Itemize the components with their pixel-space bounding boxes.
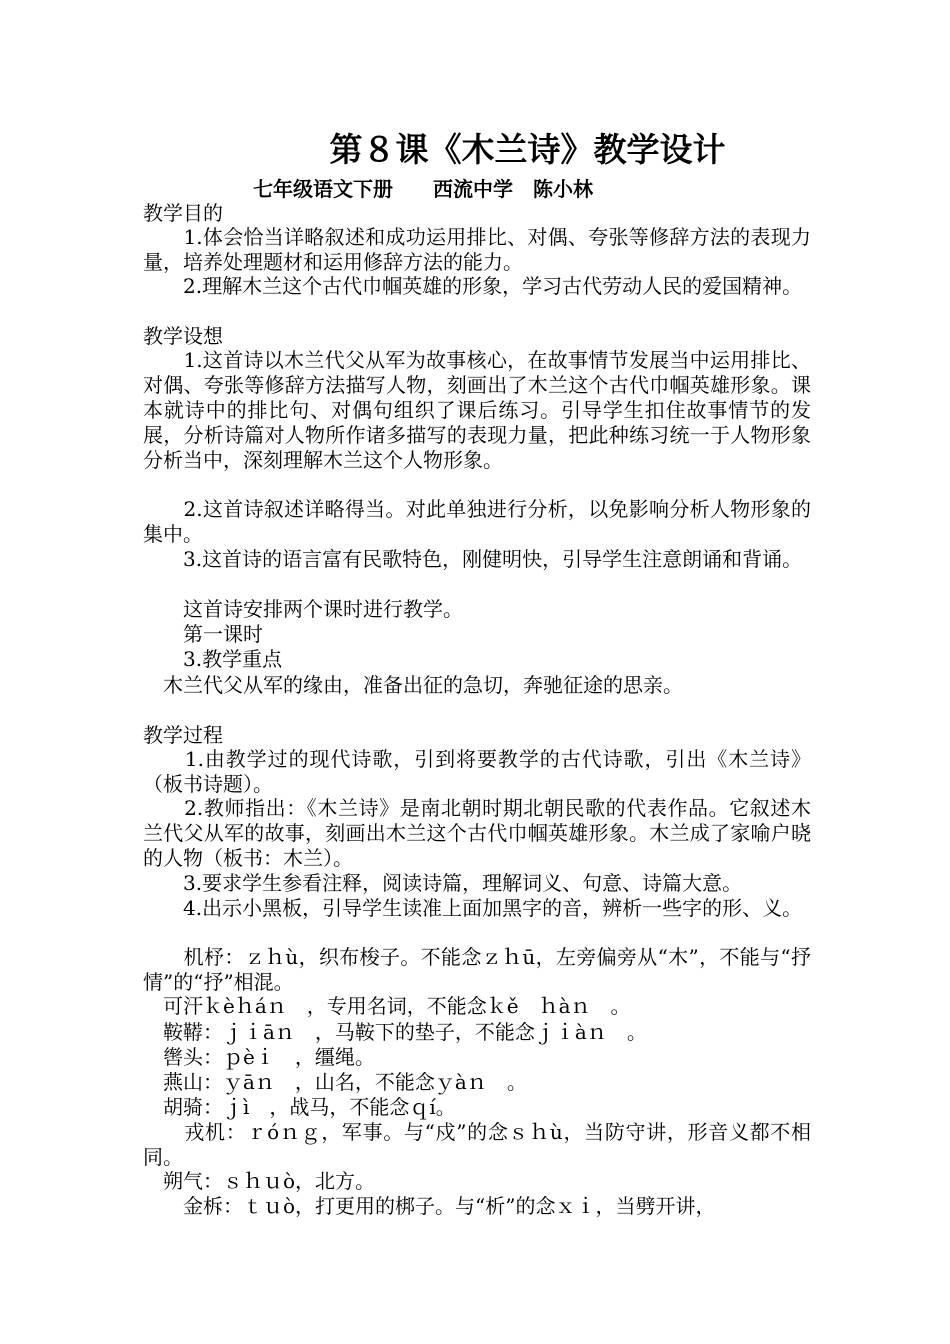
paragraph-process-4: 4.出示小黑板，引导学生读准上面加黑字的音，辨析一些字的形、义。 xyxy=(143,896,803,920)
section-heading-goals: 教学目的 xyxy=(143,201,223,225)
word-item-9: 金柝：ｔｕò，打更用的梆子。与“析”的念ｘｉ，当劈开讲， xyxy=(143,1194,716,1218)
word-item-2: 可汗ｋèｈáｎ ，专用名词，不能念ｋě ｈàｎ 。 xyxy=(143,994,631,1018)
paragraph-design-3: 3.这首诗的语言富有民歌特色，刚健明快，引导学生注意朗诵和背诵。 xyxy=(143,547,803,571)
word-item-7: 戎机：ｒóｎｇ，军事。与“戍”的念ｓｈù，当防守讲，形音义都不相同。 xyxy=(143,1120,811,1169)
word-item-5: 燕山：ｙāｎ ，山名，不能念ｙàｎ 。 xyxy=(143,1070,527,1094)
word-item-3: 鞍鞯：ｊｉāｎ ，马鞍下的垫子，不能念ｊｉàｎ 。 xyxy=(143,1020,647,1044)
paragraph-design-4: 这首诗安排两个课时进行教学。 xyxy=(143,597,463,621)
focus-text: 木兰代父从军的缘由，准备出征的急切，奔驰征途的思亲。 xyxy=(143,673,683,697)
word-item-8: 朔气：ｓｈｕò，北方。 xyxy=(143,1169,376,1193)
word-item-1: 机杼：ｚｈù，织布梭子。不能念ｚｈū，左旁偏旁从“木”，不能与“抒情”的“抒”相混。 xyxy=(143,945,811,994)
section-heading-design: 教学设想 xyxy=(143,324,223,348)
paragraph-process-3: 3.要求学生参看注释，阅读诗篇，理解词义、句意、诗篇大意。 xyxy=(143,871,743,895)
page-title: 第８课《木兰诗》教学设计 xyxy=(329,130,726,169)
focus-heading: 3.教学重点 xyxy=(143,647,283,671)
page-subtitle: 七年级语文下册 西流中学 陈小林 xyxy=(253,177,593,201)
paragraph-design-2: 2.这首诗叙述详略得当。对此单独进行分析，以免影响分析人物形象的集中。 xyxy=(143,497,811,546)
paragraph-process-2: 2.教师指出：《木兰诗》是南北朝时期北朝民歌的代表作品。它叙述木兰代父从军的故事，刻画出木兰这个古代巾帼英雄形象。木兰成了家喻户晓的人物（板书：木兰）。 xyxy=(143,796,811,870)
word-item-4: 辔头：ｐèｉ ，缰绳。 xyxy=(143,1045,375,1069)
lesson-one-heading: 第一课时 xyxy=(143,622,263,646)
paragraph-design-1: 1.这首诗以木兰代父从军为故事核心，在故事情节发展当中运用排比、对偶、夸张等修辞方法描写人物，刻画出了木兰这个古代巾帼英雄形象。课本就诗中的排比句、对偶句组织了课后练习。引导学生扣住故事情节的发展，分析诗篇对人物所作诸多描写的表现力量，把此种练习统一于人物形象分析当中，深刻理解木兰这个人物形象。 xyxy=(143,348,811,472)
word-item-6: 胡骑：ｊì ，战马，不能念ｑí。 xyxy=(143,1095,456,1119)
section-heading-process: 教学过程 xyxy=(143,723,223,747)
paragraph-process-1: 1.由教学过的现代诗歌，引到将要教学的古代诗歌，引出《木兰诗》（板书诗题）。 xyxy=(143,747,811,796)
paragraph-goals-2: 2.理解木兰这个古代巾帼英雄的形象，学习古代劳动人民的爱国精神。 xyxy=(143,274,803,298)
paragraph-goals-1: 1.体会恰当详略叙述和成功运用排比、对偶、夸张等修辞方法的表现力量，培养处理题材和运用修辞方法的能力。 xyxy=(143,225,811,274)
